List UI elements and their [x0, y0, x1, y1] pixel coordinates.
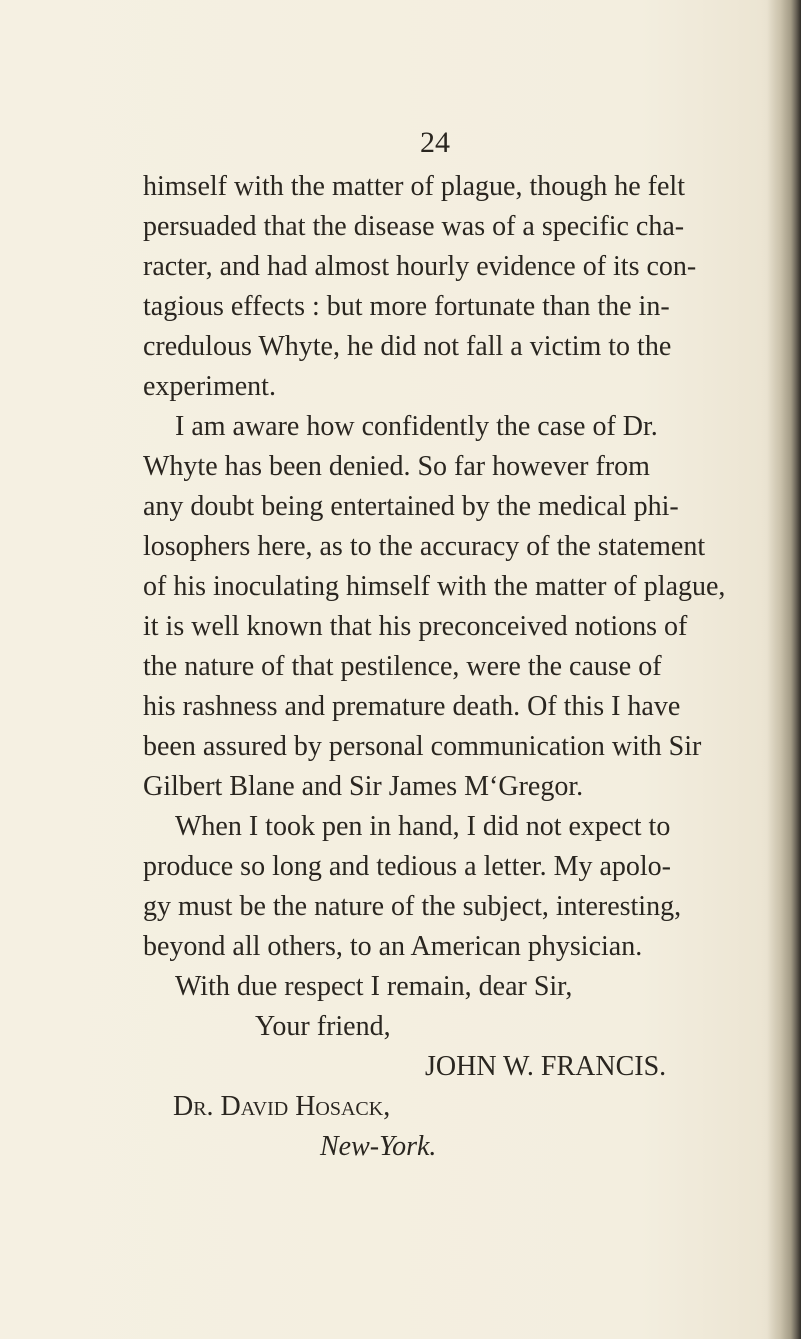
page-number: 24 [420, 126, 450, 159]
text-line-15: been assured by personal communication with Sir [143, 731, 702, 762]
page-spine-shadow [767, 0, 801, 1339]
text-line-8: Whyte has been denied. So far however from [143, 451, 650, 482]
text-line-12: it is well known that his preconceived notions of [143, 611, 688, 642]
addressee-name: Dr. David Hosack, [173, 1091, 391, 1122]
text-line-2: persuaded that the disease was of a specific cha- [143, 211, 685, 242]
text-line-7: I am aware how confidently the case of Dr. [175, 411, 658, 442]
text-line-11: of his inoculating himself with the matter of plague, [143, 571, 726, 602]
closing-your-friend: Your friend, [255, 1011, 391, 1042]
text-line-18: produce so long and tedious a letter. My apolo- [143, 851, 671, 882]
addressee-place: New-York. [320, 1131, 437, 1162]
text-line-20: beyond all others, to an American physician. [143, 931, 643, 962]
text-line-17: When I took pen in hand, I did not expect to [175, 811, 671, 842]
text-line-6: experiment. [143, 371, 276, 402]
text-line-13: the nature of that pestilence, were the cause of [143, 651, 662, 682]
text-line-14: his rashness and premature death. Of this I have [143, 691, 681, 722]
text-line-1: himself with the matter of plague, though he felt [143, 171, 685, 202]
text-line-10: losophers here, as to the accuracy of the statement [143, 531, 706, 562]
signature-name: JOHN W. FRANCIS. [425, 1051, 667, 1082]
closing-salutation: With due respect I remain, dear Sir, [175, 971, 573, 1002]
text-line-16: Gilbert Blane and Sir James M‘Gregor. [143, 771, 584, 802]
text-line-5: credulous Whyte, he did not fall a victim to the [143, 331, 672, 362]
text-line-9: any doubt being entertained by the medical phi- [143, 491, 679, 522]
text-line-3: racter, and had almost hourly evidence of its con- [143, 251, 697, 282]
text-line-19: gy must be the nature of the subject, interesting, [143, 891, 682, 922]
text-line-4: tagious effects : but more fortunate than the in- [143, 291, 670, 322]
